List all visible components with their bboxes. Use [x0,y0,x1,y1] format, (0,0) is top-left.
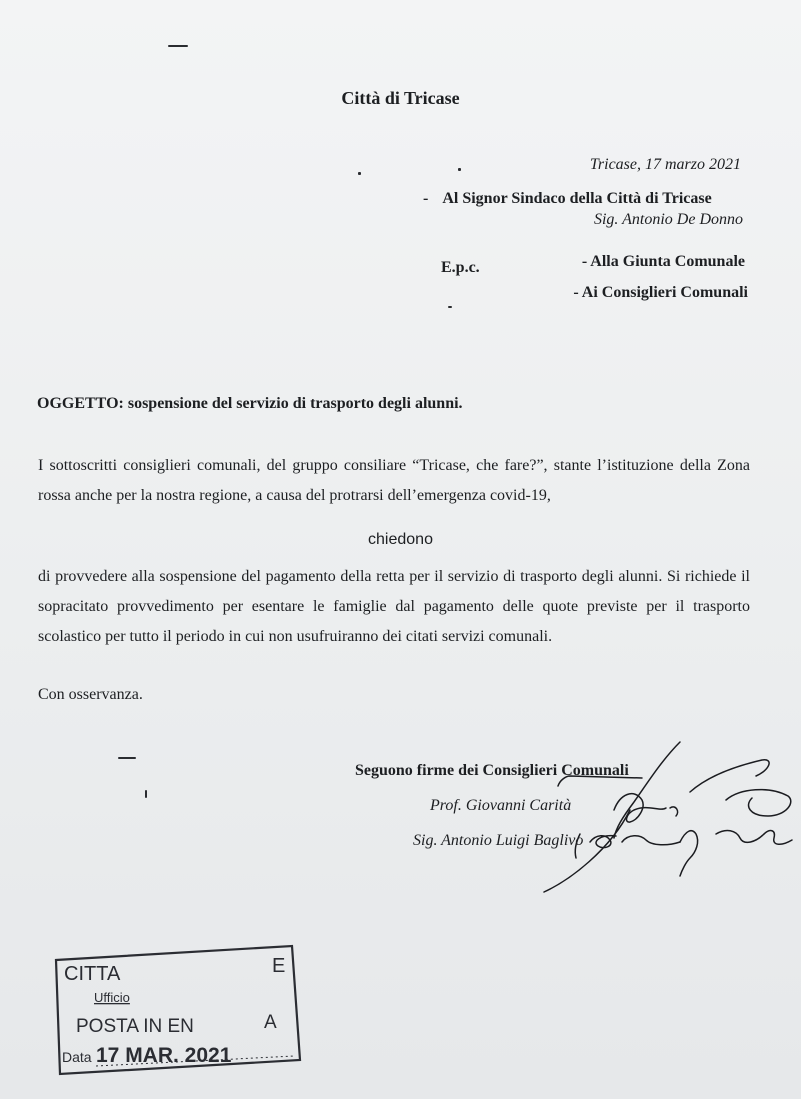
stamp-line-3: POSTA IN EN [76,1016,194,1037]
signatures-heading: Seguono firme dei Consiglieri Comunali [355,762,629,779]
scan-speck [458,168,461,171]
stamp-line-2: Ufficio [94,990,130,1005]
closing-salutation: Con osservanza. [38,686,143,703]
cc-item-giunta: - Alla Giunta Comunale [581,253,745,270]
body-paragraph-1: I sottoscritti consiglieri comunali, del gruppo consiliare “Tricase, che fare?”, stante l’istituzione della Zona rossa anche per la nostra regione, a causa del protrarsi dell’emergenza covid-19, [38,457,750,504]
stamp-date-label: Data [62,1049,92,1065]
stamp-line-3-tail: A [264,1012,277,1033]
scan-speck [145,790,147,798]
scan-speck [118,757,136,759]
body-paragraph-2: di provvedere alla sospensione del pagamento della retta per il servizio di trasporto degli alunni. Si richiede il sopracitato provvedimento per esentare le famiglie dal pagamento delle quote previste per il trasporto scolastico per tutto il periodo in cui non usufruiranno dei citati servizi comunali. [38,568,750,645]
signer-name-2: Sig. Antonio Luigi Baglivo [413,832,584,849]
date-place: Tricase, 17 marzo 2021 [589,156,741,173]
request-word: chiedono [368,531,433,548]
recipient-primary-name: Sig. Antonio De Donno [593,211,743,228]
cc-label: E.p.c. [441,259,480,276]
stamp-line-1: CITTA [64,963,121,985]
subject-line: OGGETTO: sospensione del servizio di trasporto degli alunni. [37,395,463,412]
recipient-primary [423,190,712,208]
scan-speck [168,45,188,47]
stamp-date-value: 17 MAR. 2021 [96,1044,232,1067]
document-title: Città di Tricase [341,88,460,108]
scan-speck [448,306,452,308]
recipient-dash: - [423,190,429,207]
handwritten-signatures [530,730,801,900]
signer-name-1: Prof. Giovanni Carità [430,797,572,814]
cc-item-consiglieri: - Ai Consiglieri Comunali [573,284,748,301]
reception-stamp [50,940,310,1080]
scan-speck [358,172,361,175]
recipient-primary-title: Al Signor Sindaco della Città di Tricase [442,190,712,207]
stamp-line-1-tail: E [272,955,286,977]
